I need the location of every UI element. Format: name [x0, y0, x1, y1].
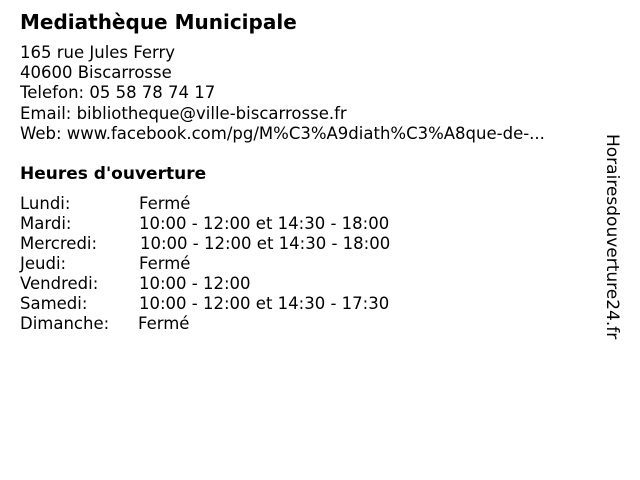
day-label: Jeudi: — [20, 254, 67, 273]
website-url: Web: www.facebook.com/pg/M%C3%A9diath%C3%A8que-de-... — [20, 123, 545, 143]
phone-number: Telefon: 05 58 78 74 17 — [20, 83, 216, 103]
hours-heading: Heures d'ouverture — [20, 164, 207, 184]
watermark-text: Horairesdouverture24.fr — [602, 134, 622, 340]
day-label: Dimanche: — [20, 314, 110, 333]
email-address: Email: bibliotheque@ville-biscarrosse.fr — [20, 103, 347, 123]
day-label: Mercredi: — [20, 234, 98, 253]
address-block — [20, 43, 545, 144]
time-value: 10:00 - 12:00 — [139, 274, 251, 293]
time-value: 10:00 - 12:00 et 14:30 - 18:00 — [139, 214, 390, 233]
site-watermark — [602, 134, 622, 339]
time-value: 10:00 - 12:00 et 14:30 - 18:00 — [140, 234, 391, 253]
day-label: Vendredi: — [20, 274, 99, 293]
time-value: 10:00 - 12:00 et 14:30 - 17:30 — [139, 294, 390, 313]
page-title: Mediathèque Municipale — [20, 10, 297, 34]
city-postal: 40600 Biscarrosse — [20, 63, 172, 83]
time-value: Fermé — [139, 194, 191, 213]
day-label: Samedi: — [20, 294, 88, 313]
day-label: Mardi: — [20, 214, 72, 233]
street-address: 165 rue Jules Ferry — [20, 43, 176, 62]
time-value: Fermé — [138, 314, 190, 333]
day-label: Lundi: — [20, 194, 71, 213]
time-value: Fermé — [139, 254, 191, 273]
